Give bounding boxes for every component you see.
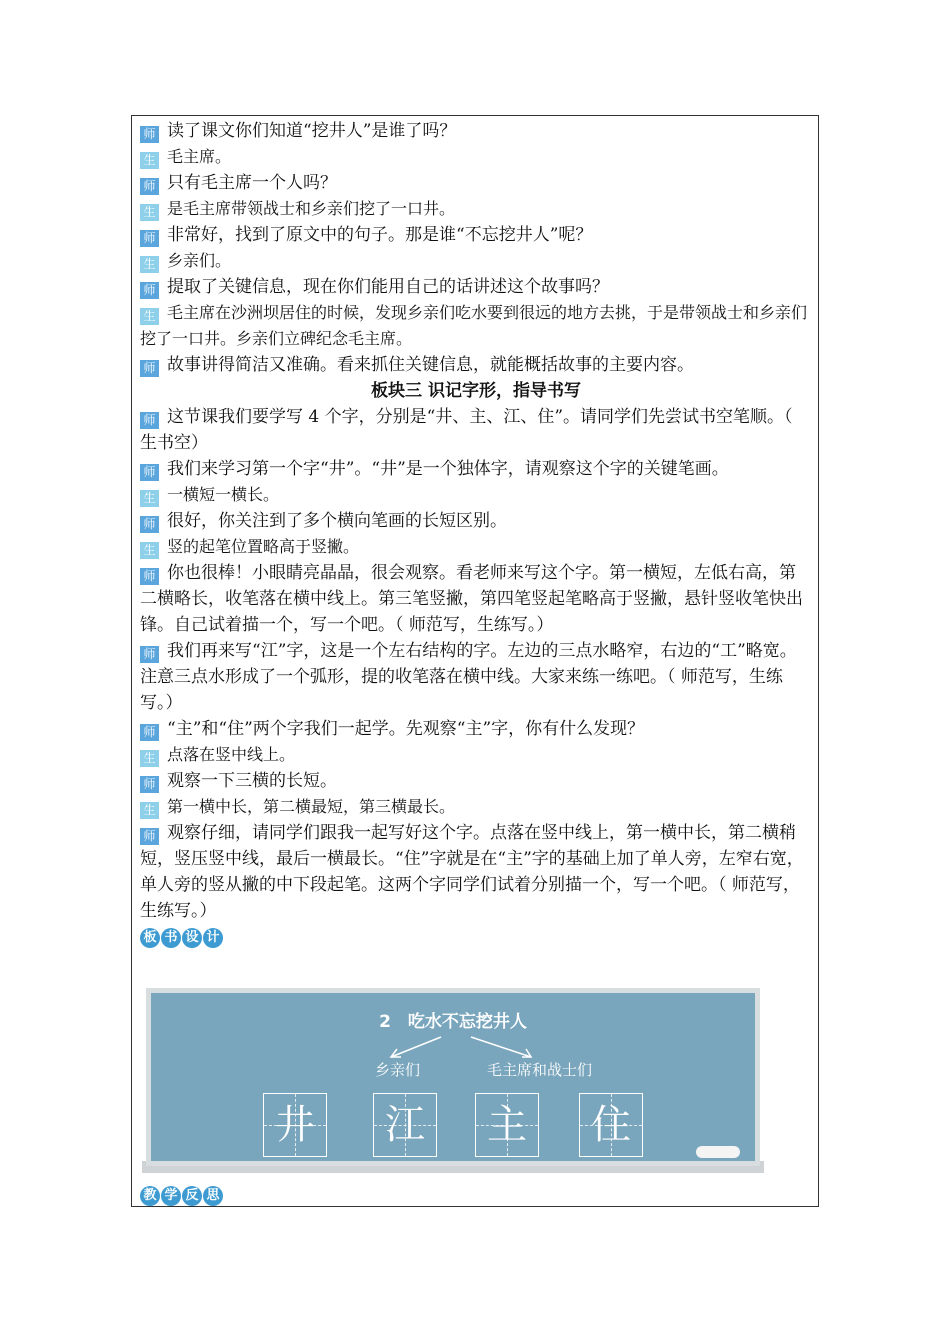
line-text: 读了课文你们知道“挖井人”是谁了吗？ <box>167 121 457 141</box>
line-text: 这节课我们要学写 4 个字，分别是“井、主、江、住”。请同学们先尝试书空笔顺。（ 生书空） <box>140 407 793 453</box>
student-tag-icon: 生 <box>140 490 159 507</box>
line-text: 提取了关键信息，现在你们能用自己的话讲述这个故事吗？ <box>167 277 609 297</box>
teacher-tag-icon: 师 <box>140 126 159 143</box>
student-tag-icon: 生 <box>140 750 159 767</box>
section-heading: 板块三 识记字形，指导书写 <box>371 381 581 401</box>
board-design-label <box>140 928 223 948</box>
teaching-reflection-label <box>140 1186 223 1206</box>
teacher-tag-icon: 师 <box>140 464 159 481</box>
label-char: 设 <box>182 928 202 948</box>
teacher-line <box>140 352 812 378</box>
line-text: 观察仔细，请同学们跟我一起写好这个字。点落在竖中线上，第一横中长，第二横稍短，竖压竖中线，最后一横最长。“住”字就是在“主”字的基础上加了单人旁，左窄右宽，单人旁的竖从撇的中下段起笔。这两个字同学们试着分别描一个，写一个吧。（ 师范写，生练写。） <box>140 823 804 921</box>
teacher-line <box>140 508 812 534</box>
chalk <box>696 1146 740 1158</box>
board-note-chairman: 毛主席和战士们 <box>487 1061 593 1079</box>
line-text: “主”和“住”两个字我们一起学。先观察“主”字，你有什么发现？ <box>167 719 645 739</box>
label-char: 板 <box>140 928 160 948</box>
teacher-line <box>140 274 812 300</box>
board-char-4: 住 <box>591 1102 631 1148</box>
arrow-left <box>391 1037 441 1057</box>
dialogue-group-2 <box>140 404 812 924</box>
line-text: 竖的起笔位置略高于竖撇。 <box>167 537 360 556</box>
label-char: 学 <box>161 1186 181 1206</box>
line-text: 点落在竖中线上。 <box>167 745 296 764</box>
dialogue-group-1 <box>140 118 812 378</box>
blackboard <box>146 988 760 1166</box>
teacher-line <box>140 638 812 716</box>
line-text: 观察一下三横的长短。 <box>167 771 337 791</box>
teacher-line <box>140 456 812 482</box>
student-line <box>140 144 812 170</box>
student-tag-icon: 生 <box>140 204 159 221</box>
char-grid-3 <box>475 1093 539 1157</box>
student-line <box>140 794 812 820</box>
teacher-tag-icon: 师 <box>140 230 159 247</box>
line-text: 我们再来写“江”字，这是一个左右结构的字。左边的三点水略窄，右边的“工”略宽。注意三点水形成了一个弧形，提的收笔落在横中线。大家来练一练吧。（ 师范写，生练写。） <box>140 641 797 713</box>
line-text: 很好，你关注到了多个横向笔画的长短区别。 <box>167 511 507 531</box>
teacher-tag-icon: 师 <box>140 412 159 429</box>
teacher-tag-icon: 师 <box>140 516 159 533</box>
char-grid-4 <box>579 1093 643 1157</box>
blackboard-design <box>146 988 766 1176</box>
label-char: 思 <box>203 1186 223 1206</box>
line-text: 第一横中长，第二横最短，第三横最长。 <box>167 797 456 816</box>
teacher-tag-icon: 师 <box>140 568 159 585</box>
teacher-tag-icon: 师 <box>140 776 159 793</box>
board-char-2: 江 <box>385 1102 425 1148</box>
teacher-line <box>140 768 812 794</box>
student-line <box>140 196 812 222</box>
lesson-content <box>140 118 812 948</box>
board-char-1: 井 <box>275 1102 315 1148</box>
label-char: 教 <box>140 1186 160 1206</box>
line-text: 一横短一横长。 <box>167 485 280 504</box>
teacher-line <box>140 170 812 196</box>
label-char: 书 <box>161 928 181 948</box>
char-grid-1 <box>263 1093 327 1157</box>
teacher-line <box>140 404 812 456</box>
board-char-3: 主 <box>487 1102 527 1148</box>
line-text: 毛主席。 <box>167 147 232 166</box>
line-text: 乡亲们。 <box>167 251 232 270</box>
line-text: 是毛主席带领战士和乡亲们挖了一口井。 <box>167 199 456 218</box>
label-char: 反 <box>182 1186 202 1206</box>
student-line <box>140 482 812 508</box>
student-tag-icon: 生 <box>140 152 159 169</box>
student-line <box>140 300 812 352</box>
board-note-villagers: 乡亲们 <box>375 1061 421 1079</box>
teacher-tag-icon: 师 <box>140 178 159 195</box>
teacher-line <box>140 716 812 742</box>
board-arrows <box>151 993 755 1161</box>
teacher-tag-icon: 师 <box>140 828 159 845</box>
teacher-line <box>140 820 812 924</box>
teacher-tag-icon: 师 <box>140 360 159 377</box>
line-text: 我们来学习第一个字“井”。“井”是一个独体字，请观察这个字的关键笔画。 <box>167 459 729 479</box>
teacher-line <box>140 222 812 248</box>
line-text: 你也很棒！小眼睛亮晶晶，很会观察。看老师来写这个字。第一横短，左低右高，第二横略长，收笔落在横中线上。第三笔竖撇，第四笔竖起笔略高于竖撇，悬针竖收笔快出锋。自己试着描一个，写一个吧。（ 师范写，生练写。） <box>140 563 803 635</box>
label-char: 计 <box>203 928 223 948</box>
student-tag-icon: 生 <box>140 308 159 325</box>
line-text: 毛主席在沙洲坝居住的时候，发现乡亲们吃水要到很远的地方去挑，于是带领战士和乡亲们挖了一口井。乡亲们立碑纪念毛主席。 <box>140 303 808 348</box>
lesson-frame <box>131 115 819 1207</box>
line-text: 非常好，找到了原文中的句子。那是谁“不忘挖井人”呢？ <box>167 225 593 245</box>
teacher-line <box>140 118 812 144</box>
student-tag-icon: 生 <box>140 256 159 273</box>
line-text: 只有毛主席一个人吗？ <box>167 173 337 193</box>
student-line <box>140 534 812 560</box>
teacher-tag-icon: 师 <box>140 724 159 741</box>
teacher-tag-icon: 师 <box>140 646 159 663</box>
board-title: 2 吃水不忘挖井人 <box>379 1012 527 1032</box>
arrow-right <box>471 1037 531 1057</box>
student-tag-icon: 生 <box>140 542 159 559</box>
teacher-tag-icon: 师 <box>140 282 159 299</box>
teacher-line <box>140 560 812 638</box>
student-tag-icon: 生 <box>140 802 159 819</box>
char-grid-2 <box>373 1093 437 1157</box>
line-text: 故事讲得简洁又准确。看来抓住关键信息，就能概括故事的主要内容。 <box>167 355 694 375</box>
student-line <box>140 742 812 768</box>
student-line <box>140 248 812 274</box>
